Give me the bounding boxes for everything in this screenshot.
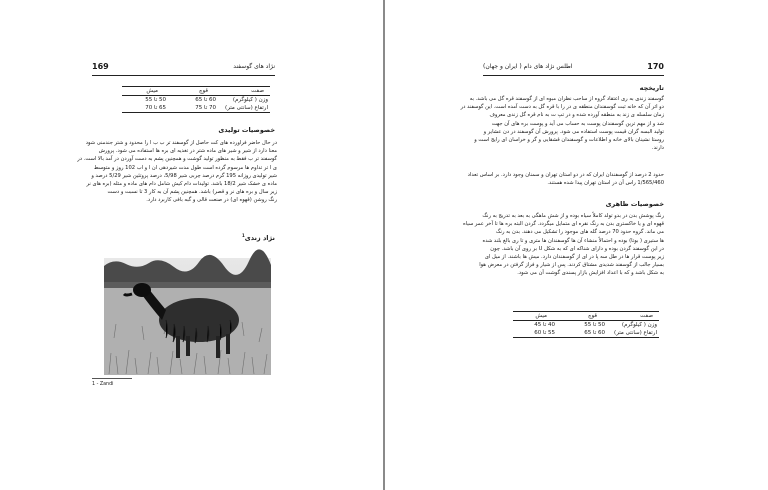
table-cell: 65 تا 70 (145, 105, 166, 111)
text-line: روستا نشینان بالای خانه و اطلاعات و گوسفندان قشقایی و گر و خراسان ای رایج است و (474, 137, 664, 144)
table-header-row (513, 312, 659, 321)
footnote: 1 - Zandi (92, 382, 114, 387)
text-line: دو اثر آن که خانه ثبت گوسفندان منطقه ی در را با قره گل به دست آمده است. این گوسفند در (460, 104, 664, 111)
text-line: می ماند. گروه حدود 70 درصد گله های موجود را تشکیل می دهند. بدن به رنگ (495, 229, 664, 236)
text-line: رنگ پوشش بدن در بدو تولد کاملاً سیاه بوده و از شش ماهگی به بعد به تدریج به رنگ (482, 213, 664, 219)
table-cell: 55 تا 60 (534, 330, 555, 336)
footnote-marker: 1 (241, 233, 245, 238)
table-cell: 40 تا 45 (534, 322, 555, 328)
text-line: در این گوسفند گردن بوده و دارای شناکه ای که به شکل U بر روی آن باشد. چون (490, 245, 664, 252)
text-line: قهوه ای و یا خاکستری بدن به رنگ نقره ای متمایل میگردد. گردن البته بره ها تا آخر عمر سیاه (462, 221, 664, 228)
text-line: بسیار جالب از گوسفند شدیدی مشتاق کردند. پس از شیار و فراز گرفتن در معرض هوا (479, 262, 664, 269)
page-number: 170 (647, 62, 664, 71)
body-paragraph (467, 171, 664, 187)
running-title: اطلس نژاد های دام ( ایران و جهان) (483, 63, 573, 70)
table-row (122, 104, 270, 112)
section-title: خصوصیات تولیدی (218, 126, 275, 134)
table-header-row (122, 87, 270, 96)
text-line: شد و از مهم ترین گوسفندان پوست به حساب می آید و پوست بره های آن جهت (491, 120, 664, 127)
body-paragraph (460, 95, 664, 152)
measurement-table (513, 311, 659, 338)
table-header: میش (535, 313, 547, 319)
footnote-divider (92, 378, 132, 379)
table-cell: 50 تا 55 (584, 322, 605, 328)
text-line: گوسفند تر ب فقط به منظور تولید گوشت و همچنین پشم به دست آوردن در آمد بالا است. در (77, 156, 277, 163)
text-line: در حال حاضر فراورده های کت حاصل از گوسفند تر ب ب ا را محدود و شتر جندمنی شود (85, 140, 277, 146)
text-line: حدود 2 درصد از گوسفندان ایران که در دو استان تهران و سمنان وجود دارد. بر اساس تعداد (467, 172, 664, 178)
table-header: صفت (640, 313, 653, 319)
table-cell: وزن ( کیلوگرم) (232, 97, 268, 103)
table-header: قوچ (587, 313, 597, 319)
running-title: نژاد های گوسفند (233, 63, 275, 70)
text-line: زیر پوست قرار ها در طل سه پا در ای از گوسفندان دارد. میش ها باشند. از میل ای (484, 254, 664, 261)
text-line: زمان سلسله ی زند به منطقه آورده شده و در تپ ت به نام قره گل زندی معروف (489, 112, 664, 119)
table-header: میش (146, 88, 158, 94)
table-cell: 60 تا 65 (584, 330, 605, 336)
section-title-text: نژاد زندی (244, 234, 275, 243)
table-cell: ارتفاع (سانتی متر) (225, 105, 268, 111)
section-title: تاریخچه (639, 84, 664, 92)
text-line: ی ا تر تداوم ها مرسوم گرده است طول مدت شیردهی ان ا و اب 102 روز و متوسط (93, 164, 277, 171)
page-header (483, 61, 664, 76)
text-line: 1/565/460 راس آن در استان تهران پیدا شده هستند. (547, 180, 664, 187)
table-cell: 70 تا 75 (195, 105, 216, 111)
measurement-table (122, 86, 270, 113)
table-cell: 50 تا 55 (145, 97, 166, 103)
section-title (105, 233, 275, 242)
table-row (513, 329, 659, 337)
page-number: 169 (92, 62, 109, 71)
text-line: گوسفند زندی به ری اعتقاد گروه از ساحب نظران مبوه ای از گوسفند قره گل می باشد. به (469, 96, 664, 102)
left-page (0, 0, 383, 490)
page-header (92, 61, 275, 76)
text-line: به شکل باشد و که با اعداد افزایش بازار پسندی گوشت آن می شود. (517, 270, 664, 277)
table-row (513, 321, 659, 329)
text-line: تولید البسه گران قیمت پوست استفاده می شود. پرورش آن گوسفند در دن عشایر و (483, 128, 664, 135)
text-line: ماده ی خشک شیر 18/2 باشد. تولیدات دام کیش شامل دام های ماده و مثله (بره های نر (86, 181, 277, 188)
section-title: خصوصیات ظاهری (605, 200, 664, 208)
text-line: دارند. (651, 145, 664, 152)
sheep-photo (104, 258, 271, 375)
text-line: رنگ روشن (قهوه ای) در صنعت قالی و گبه بافی کاربرد دارد. (146, 197, 277, 204)
table-header: صفت (251, 88, 264, 94)
text-line: معنا دارد از شیر و شیر های ماده شتر در تغذیه ای بره ها استفاده می شود. پرورش (98, 148, 277, 155)
text-line: زیر سال و بره های نر و قصر) باشد. همچنین پشم آن به کار 3 تا نسبت و دست (107, 189, 277, 196)
body-paragraph (462, 212, 664, 278)
right-page (385, 0, 768, 490)
table-row (122, 96, 270, 104)
table-header: قوچ (198, 88, 208, 94)
table-cell: وزن ( کیلوگرم) (621, 322, 657, 328)
text-line: شیر تولیدی روزانه 195 گرم درصد چربی شیر 5/98، درصد پروتئین شیر 5/29 درصد و (91, 172, 277, 179)
table-cell: ارتفاع (سانتی متر) (614, 330, 657, 336)
table-cell: 60 تا 65 (195, 97, 216, 103)
text-line: ها ستیری ( بوتا) بوده و احتمالاً منشاء آن ها گوسفندان ها متری و تا ری بالغ بلند شده (482, 237, 664, 244)
body-paragraph (77, 139, 277, 205)
